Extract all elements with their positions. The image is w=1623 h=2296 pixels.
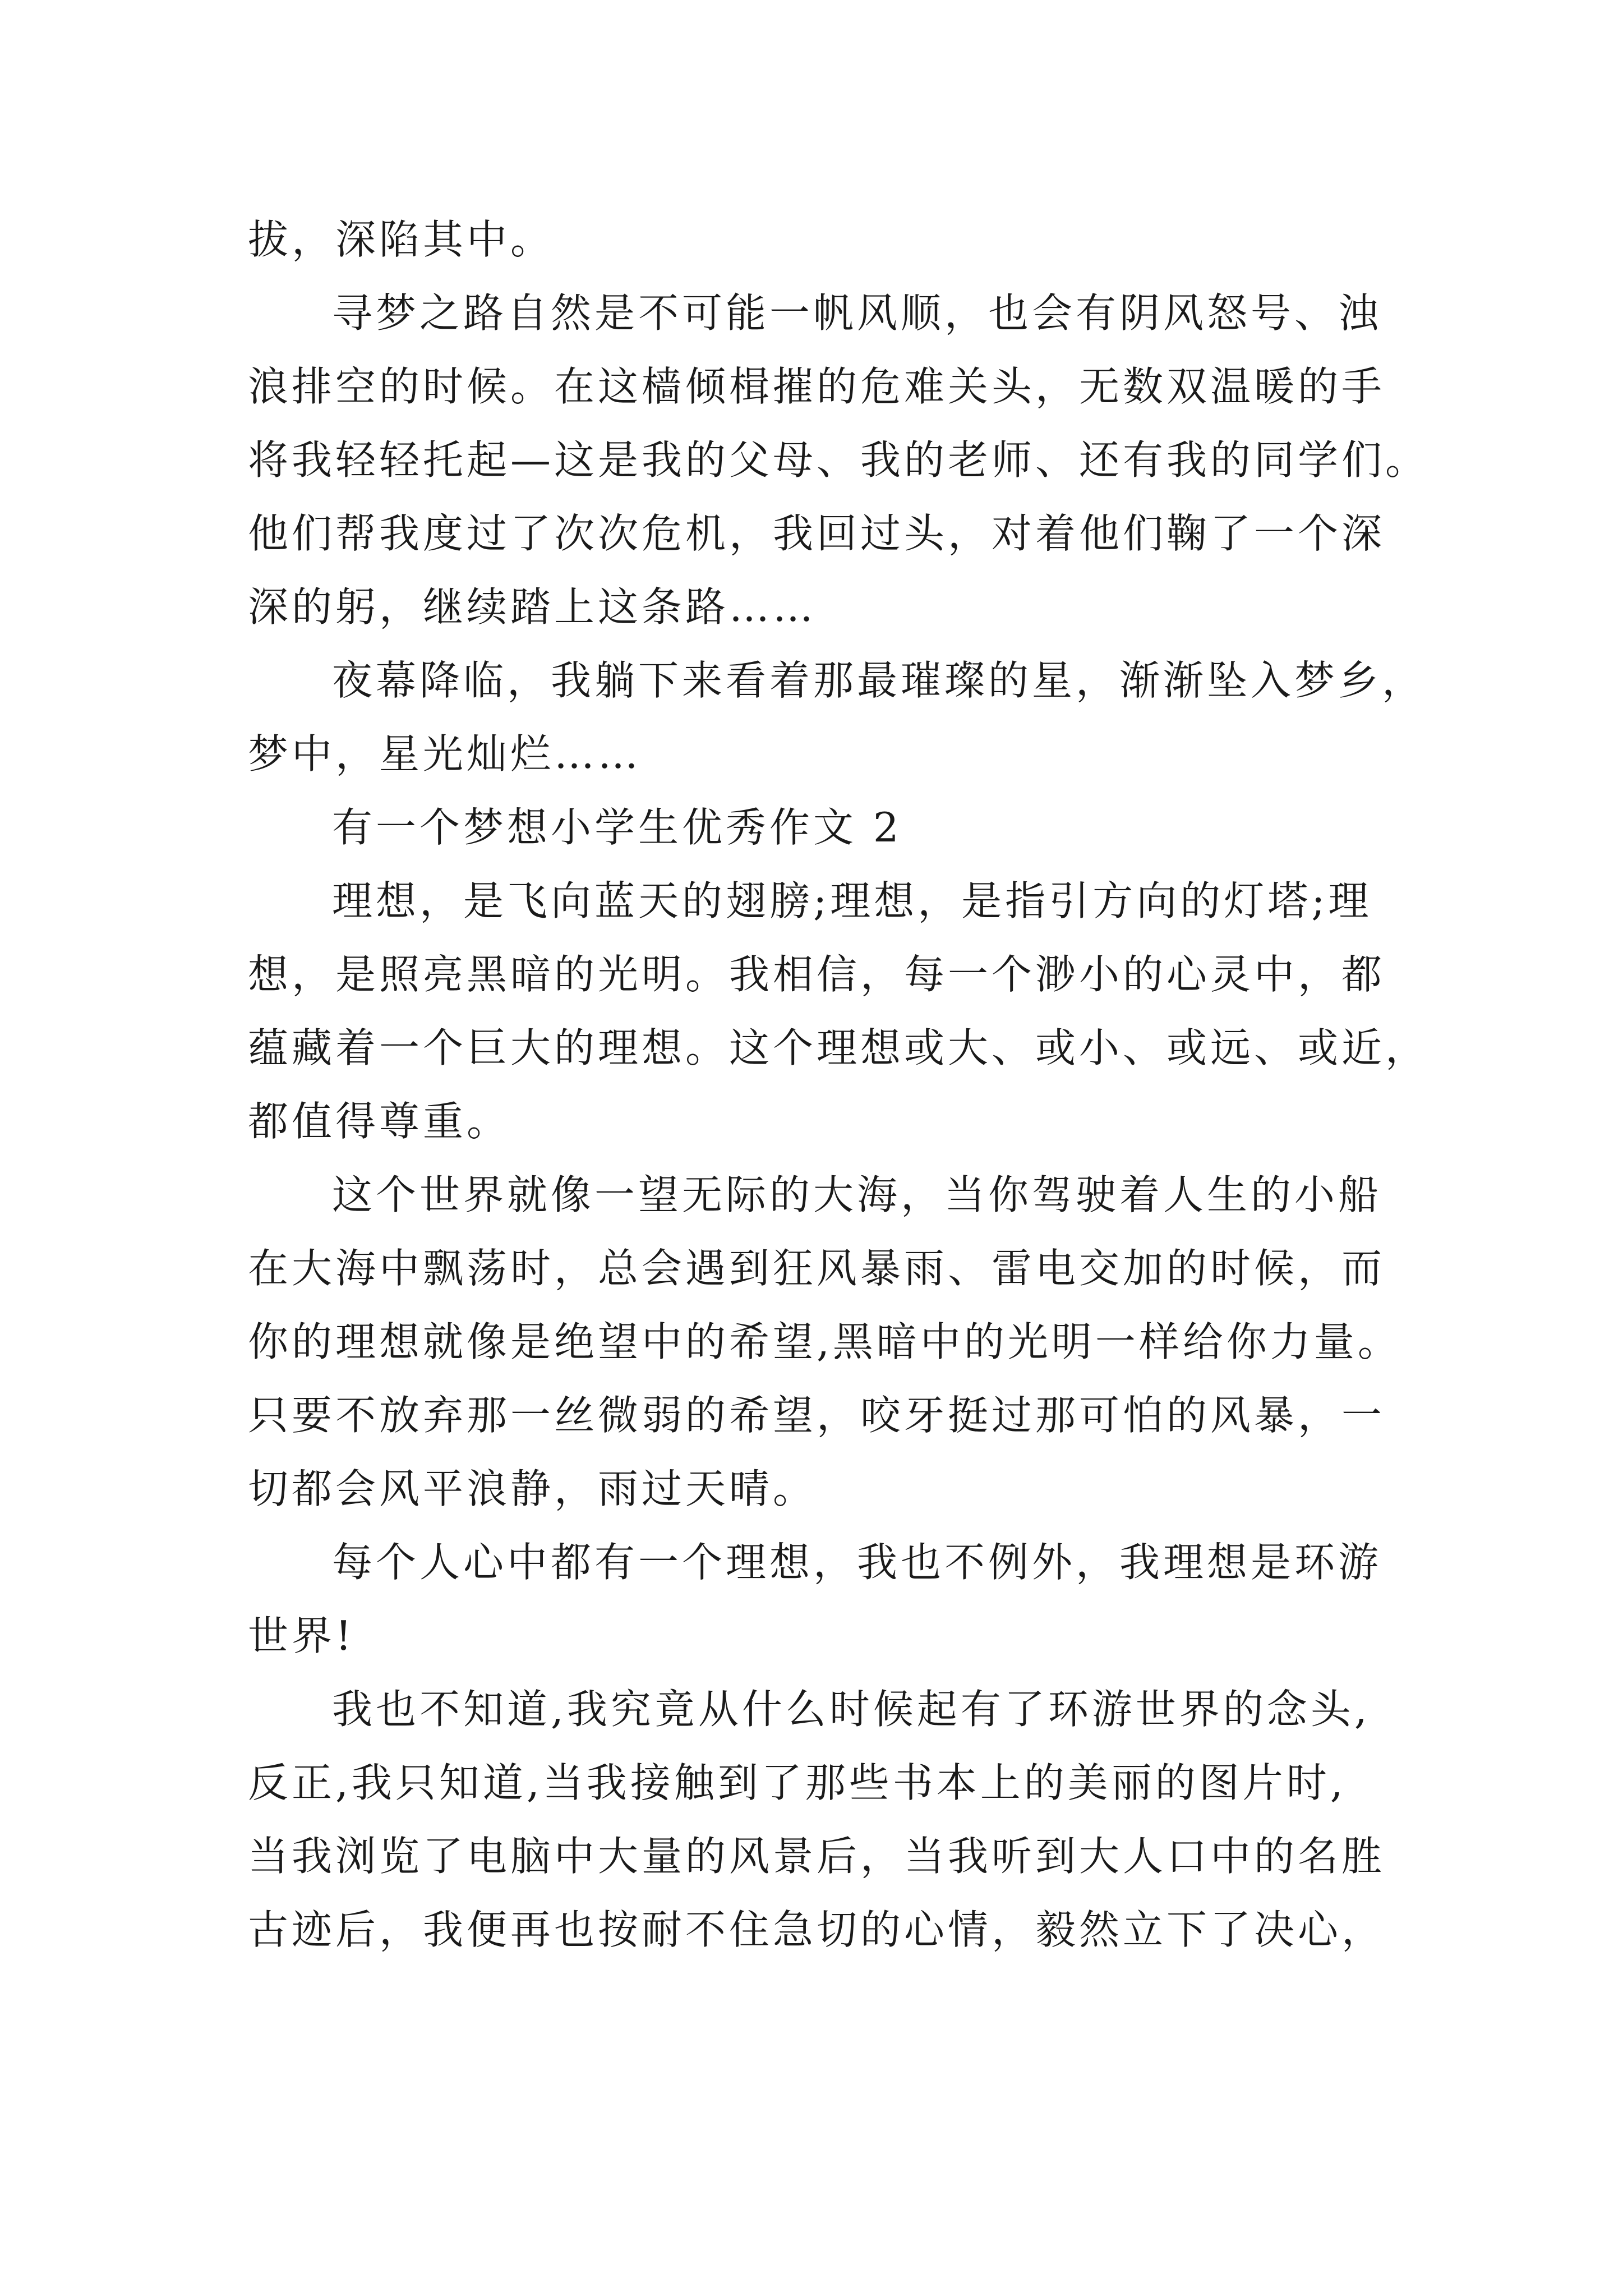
text-line: 理想，是飞向蓝天的翅膀;理想，是指引方向的灯塔;理 [332,877,1372,924]
text-line: 寻梦之路自然是不可能一帆风顺，也会有阴风怒号、浊 [332,289,1382,337]
text-line: 将我轻轻托起—这是我的父母、我的老师、还有我的同学们。 [248,436,1430,484]
text-line: 古迹后，我便再也按耐不住急切的心情，毅然立下了决心， [248,1906,1386,1953]
text-line: 你的理想就像是绝望中的希望,黑暗中的光明一样给你力量。 [248,1318,1401,1365]
text-line: 这个世界就像一望无际的大海，当你驾驶着人生的小船 [332,1171,1382,1218]
text-line: 梦中，星光灿烂…… [248,730,642,777]
text-line: 他们帮我度过了次次危机，我回过头，对着他们鞠了一个深 [248,510,1386,557]
text-line: 只要不放弃那一丝微弱的希望，咬牙挺过那可怕的风暴，一 [248,1392,1386,1439]
text-line: 当我浏览了电脑中大量的风景后，当我听到大人口中的名胜 [248,1833,1386,1880]
text-line: 蕴藏着一个巨大的理想。这个理想或大、或小、或远、或近， [248,1024,1430,1071]
text-line: 夜幕降临，我躺下来看着那最璀璨的星，渐渐坠入梦乡， [332,657,1426,704]
essay-body [248,203,1430,1967]
text-line: 反正,我只知道,当我接触到了那些书本上的美丽的图片时, [248,1759,1347,1806]
text-line: 拔，深陷其中。 [248,216,555,263]
text-line: 切都会风平浪静，雨过天晴。 [248,1465,817,1512]
text-line: 我也不知道,我究竟从什么时候起有了环游世界的念头, [332,1686,1371,1733]
text-line: 深的躬，继续踏上这条路…… [248,583,817,631]
text-line: 想，是照亮黑暗的光明。我相信，每一个渺小的心灵中，都 [248,951,1386,998]
text-line: 都值得尊重。 [248,1098,511,1145]
section-heading: 有一个梦想小学生优秀作文 2 [332,804,902,851]
text-line: 世界! [248,1612,355,1659]
text-line: 浪排空的时候。在这樯倾楫摧的危难关头，无数双温暖的手 [248,363,1386,410]
text-line: 每个人心中都有一个理想，我也不例外，我理想是环游 [332,1539,1382,1586]
text-line: 在大海中飘荡时，总会遇到狂风暴雨、雷电交加的时候，而 [248,1245,1386,1292]
